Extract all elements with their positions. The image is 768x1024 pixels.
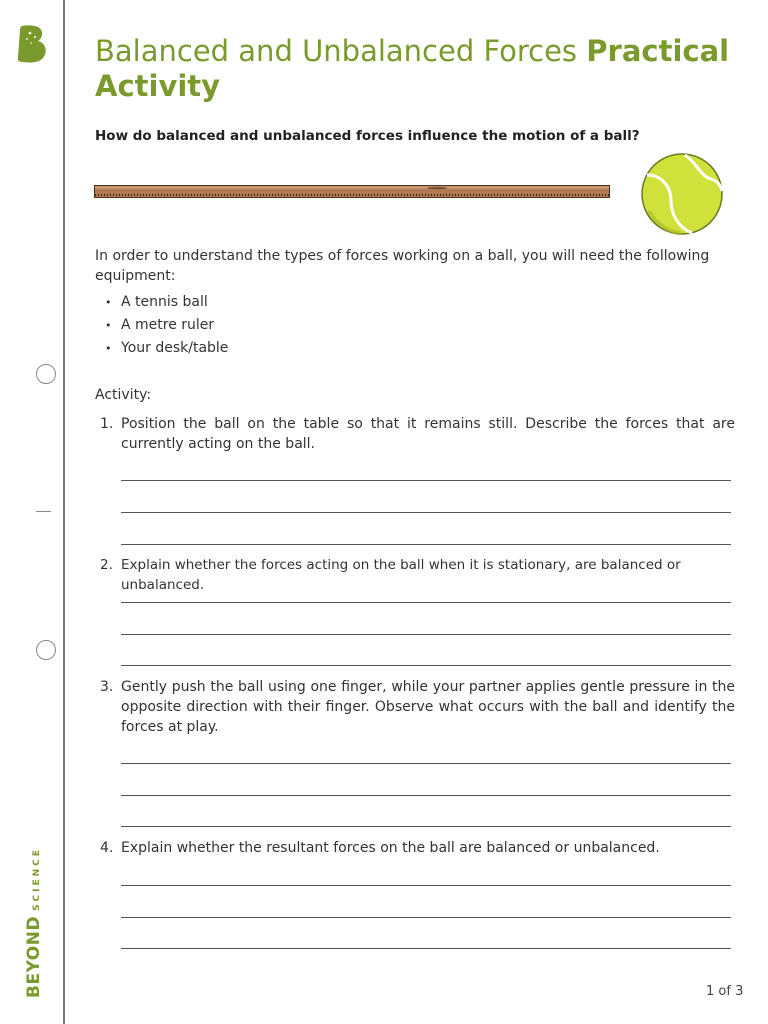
answer-line[interactable] [121,948,731,949]
answer-line[interactable] [121,763,731,764]
answer-line[interactable] [121,795,731,796]
question-text: Gently push the ball using one finger, while your partner applies gentle pressure in the opposite direction with their finger. Observe what occurs with the ball and identify the forces at play. [121,679,735,735]
title-regular: Balanced and Unbalanced Forces [95,34,587,68]
answer-line[interactable] [121,826,731,827]
answer-line[interactable] [121,480,731,481]
list-item [105,338,228,361]
page-number: 1 of 3 [706,984,744,999]
list-item [105,292,228,315]
fold-mark [36,511,51,512]
answer-line[interactable] [121,665,731,666]
page-title [95,34,745,104]
equipment-list [105,292,228,361]
question-3 [95,677,735,737]
question-4 [95,838,735,858]
answer-line[interactable] [121,917,731,918]
beyond-logo-icon [16,24,50,64]
intro-paragraph: In order to understand the types of forces working on a ball, you will need the following equipment: [95,248,710,284]
brand-word-beyond: BEYOND [24,915,44,998]
brand-wordmark [24,847,44,998]
answer-line[interactable] [121,512,731,513]
bullet: • [105,296,112,309]
guiding-question: How do balanced and unbalanced forces influence the motion of a ball? [95,128,640,144]
question-number: 2. [100,557,113,573]
title-bold: Practical Activity [95,34,730,103]
list-item [105,315,228,338]
brand-word-science: SCIENCE [32,847,42,911]
activity-label: Activity: [95,387,152,403]
question-text: Position the ball on the table so that it remains still. Describe the forces that are currently acting on the ball. [121,416,735,452]
bullet: • [105,342,112,355]
answer-line[interactable] [121,544,731,545]
equipment-item: A tennis ball [121,294,208,310]
question-text: Explain whether the resultant forces on the ball are balanced or unbalanced. [121,840,660,856]
answer-line[interactable] [121,885,731,886]
tennis-ball-image [637,151,725,235]
margin-line [63,0,65,1024]
question-number: 3. [100,679,114,695]
metre-ruler-image [94,185,610,198]
equipment-item: A metre ruler [121,317,215,333]
binder-hole-top [36,364,56,384]
question-1 [95,414,735,454]
bullet: • [105,319,112,332]
equipment-item: Your desk/table [121,340,229,356]
question-2 [95,555,735,595]
answer-line[interactable] [121,602,731,603]
binder-hole-bottom [36,640,56,660]
question-number: 1. [100,416,114,432]
question-text: Explain whether the forces acting on the ball when it is stationary, are balanced or unbalanced. [121,557,681,593]
answer-line[interactable] [121,634,731,635]
question-number: 4. [100,840,114,856]
